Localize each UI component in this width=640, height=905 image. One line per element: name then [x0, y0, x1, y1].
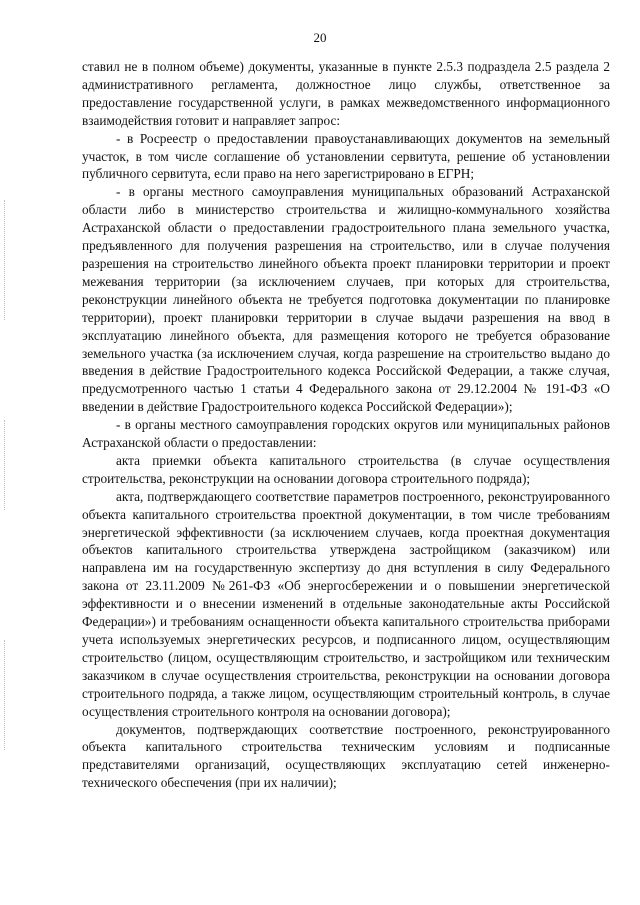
paragraph-continuation: ставил не в полном объеме) документы, указанные в пункте 2.5.3 подраздела 2.5 раздела 2 административного регламента, должностное лицо службы, ответственное за предоставление государственной услуги, в рамках межведомственного информационного взаимодействия готовит и направляет запрос: [82, 59, 610, 128]
scan-edge-mark [4, 420, 6, 510]
page-number: 20 [313, 30, 327, 45]
paragraph-urban-districts-request: - в органы местного самоуправления городских округов или муниципальных районов Астраханской области о предоставлении: [82, 417, 610, 451]
paragraph-rosreestr-request: - в Росреестр о предоставлении правоустанавливающих документов на земельный участок, в том числе соглашение об установлении сервитута, решение об установлении публичного сервитута, если право на него зарегистрировано в ЕГРН; [82, 130, 610, 182]
scan-edge-mark [4, 200, 6, 320]
paragraph-municipal-request: - в органы местного самоуправления муниципальных образований Астраханской области либо в министерство строительства и жилищно-коммунального хозяйства Астраханской области о предоставлении градостроительного плана земельного участка, предъявленного для получения разрешения на строительство, или в случае получения разрешения на строительство линейного объекта проект планировки территории и проект межевания территории (за исключением случаев, при которых для строительства, реконструкции линейного объекта не требуется подготовка документации по планировке территории), проект планировки территории в случае выдачи разрешения на ввод в эксплуатацию линейного объекта, для размещения которого не требуется образование земельного участка (за исключением случая, когда разрешение на строительство выдано до введения в действие Градостроительного кодекса Российской Федерации, а также случая, предусмотренного частью 1 статьи 4 Федерального закона от 29.12.2004 № 191-ФЗ «О введении в действие Градостроительного кодекса Российской Федерации»); [82, 184, 610, 415]
paragraph-compliance-act: акта, подтверждающего соответствие параметров построенного, реконструированного объекта капитального строительства проектной документации, в том числе требованиям энергетической эффективности (за исключением случаев, когда проектная документация объектов капитального строительства утверждена застройщиком (заказчиком) или направлена им на государственную экспертизу до дня вступления в силу Федерального закона от 23.11.2009 №261-ФЗ «Об энергосбережении и о повышении энергетической эффективности и о внесении изменений в отдельные законодательные акты Российской Федерации») и требованиям оснащенности объекта капитального строительства приборами учета используемых энергетических ресурсов, и подписанного лицом, осуществляющим строительство (лицом, осуществляющим строительство, и застройщиком или техническим заказчиком в случае осуществления строительства, реконструкции на основании договора строительного подряда, а также лицом, осуществляющим строительный контроль, в случае осуществления строительного контроля на основании договора); [82, 488, 610, 719]
paragraph-technical-conditions: документов, подтверждающих соответствие построенного, реконструированного объекта капитального строительства техническим условиям и подписанные представителями организаций, осуществляющих эксплуатацию сетей инженерно-технического обеспечения (при их наличии); [82, 721, 610, 791]
paragraph-acceptance-act: акта приемки объекта капитального строительства (в случае осуществления строительства, реконструкции на основании договора строительного подряда); [82, 452, 610, 486]
scan-edge-mark [4, 640, 6, 750]
document-body [82, 58, 610, 792]
